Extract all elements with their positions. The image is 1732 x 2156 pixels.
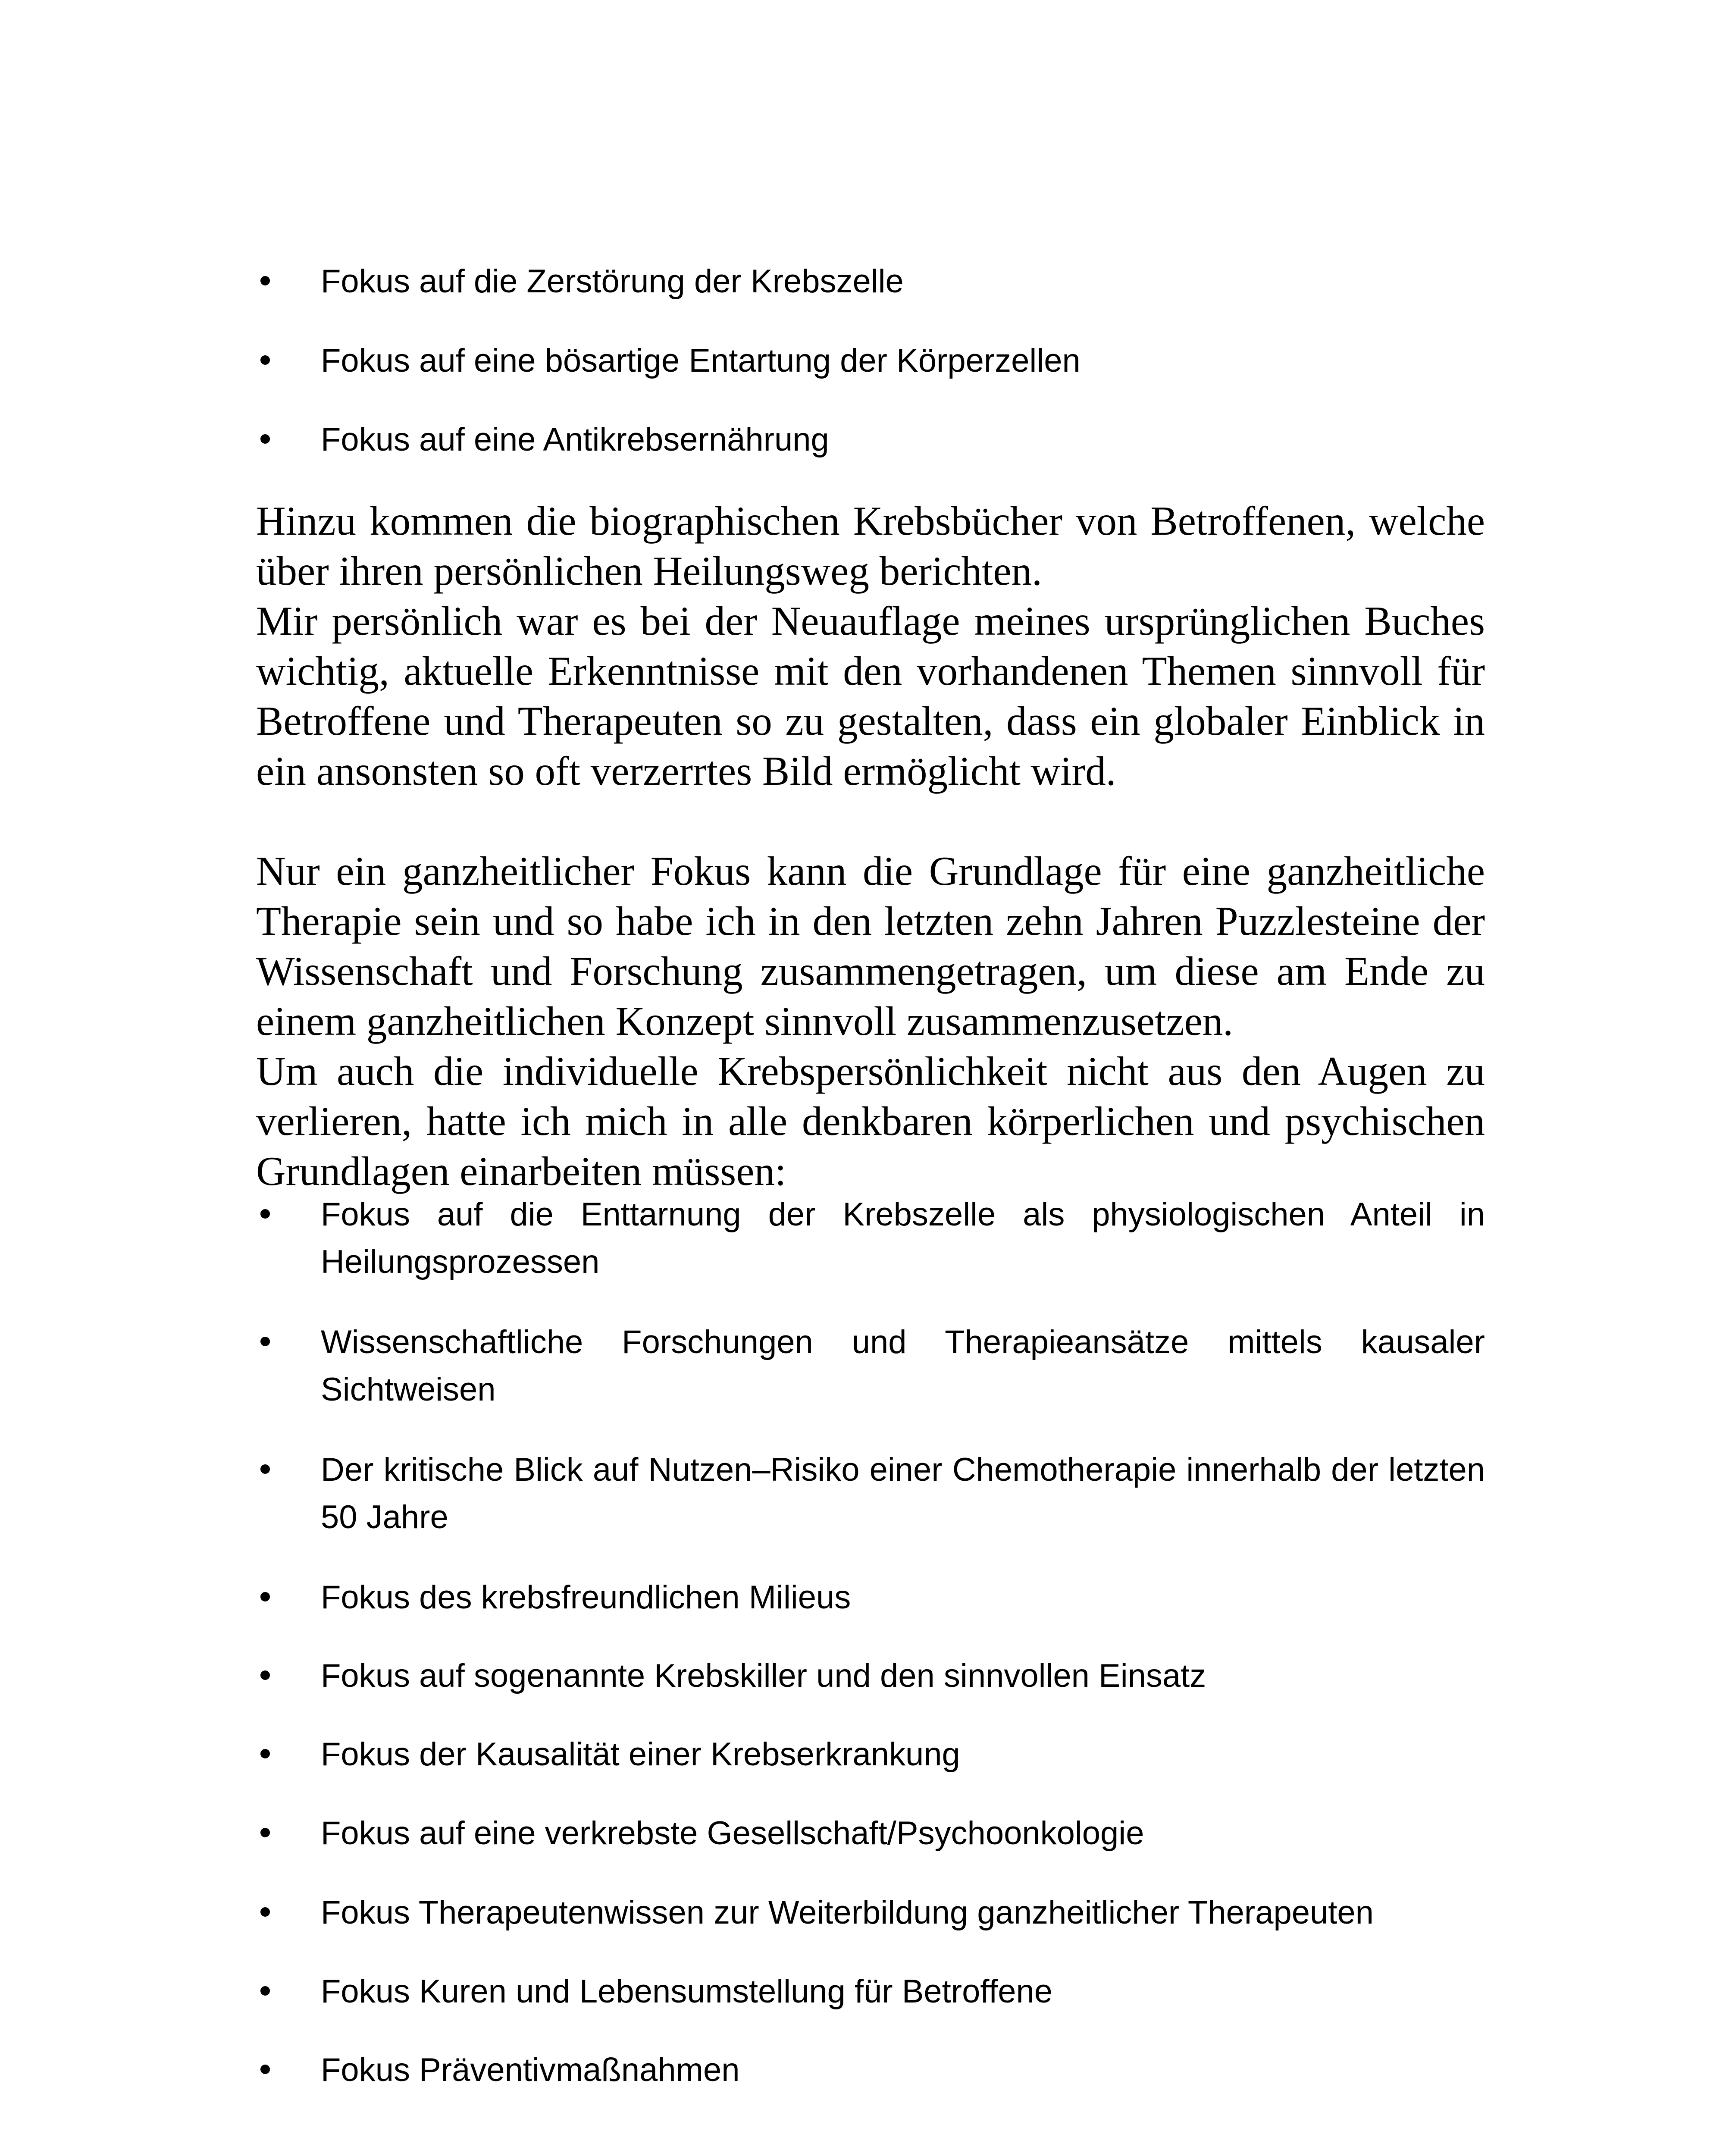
paragraph: Mir persönlich war es bei der Neuauflage meines ursprünglichen Buches wichtig, aktuelle Erkenntnisse mit den vorhandenen Themen sinnvoll für Betroffene und Therapeuten so zu gestalten, dass ein globaler Einblick in ein ansonsten so oft verzerrtes Bild ermöglicht wird.	[256, 598, 1485, 794]
list-item: Fokus Kuren und Lebensumstellung für Betroffene	[321, 1973, 1053, 2010]
paragraph: Hinzu kommen die biographischen Krebsbücher von Betroffenen, welche über ihren persönlichen Heilungsweg berichten.	[256, 498, 1485, 594]
list-item: Der kritische Blick auf Nutzen–Risiko einer Chemotherapie innerhalb der letzten 50 Jahre	[321, 1451, 1485, 1536]
list-item: Fokus des krebsfreundlichen Milieus	[321, 1579, 851, 1616]
list-item: Fokus Präventivmaßnahmen	[321, 2052, 740, 2088]
list-item: Fokus auf eine bösartige Entartung der Körperzellen	[321, 342, 1081, 379]
paragraph: Nur ein ganzheitlicher Fokus kann die Grundlage für eine ganzheitliche Therapie sein und so habe ich in den letzten zehn Jahren Puzzlesteine der Wissenschaft und Forschung zusammengetragen, um diese am Ende zu einem ganzheitlichen Konzept sinnvoll zusammenzusetzen.	[256, 848, 1485, 1044]
list-item: Fokus auf sogenannte Krebskiller und den sinnvollen Einsatz	[321, 1658, 1206, 1694]
list-item: Fokus der Kausalität einer Krebserkrankung	[321, 1736, 960, 1773]
paragraph: Um auch die individuelle Krebspersönlichkeit nicht aus den Augen zu verlieren, hatte ich mich in alle denkbaren körperlichen und psychischen Grundlagen einarbeiten müssen:	[256, 1048, 1485, 1194]
list-item: Fokus auf die Enttarnung der Krebszelle als physiologischen Anteil in Heilungsprozessen	[321, 1196, 1485, 1280]
list-item: Fokus Therapeutenwissen zur Weiterbildung ganzheitlicher Therapeuten	[321, 1894, 1374, 1931]
list-item: Fokus auf die Zerstörung der Krebszelle	[321, 263, 904, 300]
list-item: Wissenschaftliche Forschungen und Therapieansätze mittels kausaler Sichtweisen	[321, 1324, 1485, 1408]
list-item: Fokus auf eine Antikrebsernährung	[321, 421, 829, 458]
list-item: Fokus auf eine verkrebste Gesellschaft/Psychoonkologie	[321, 1815, 1144, 1852]
